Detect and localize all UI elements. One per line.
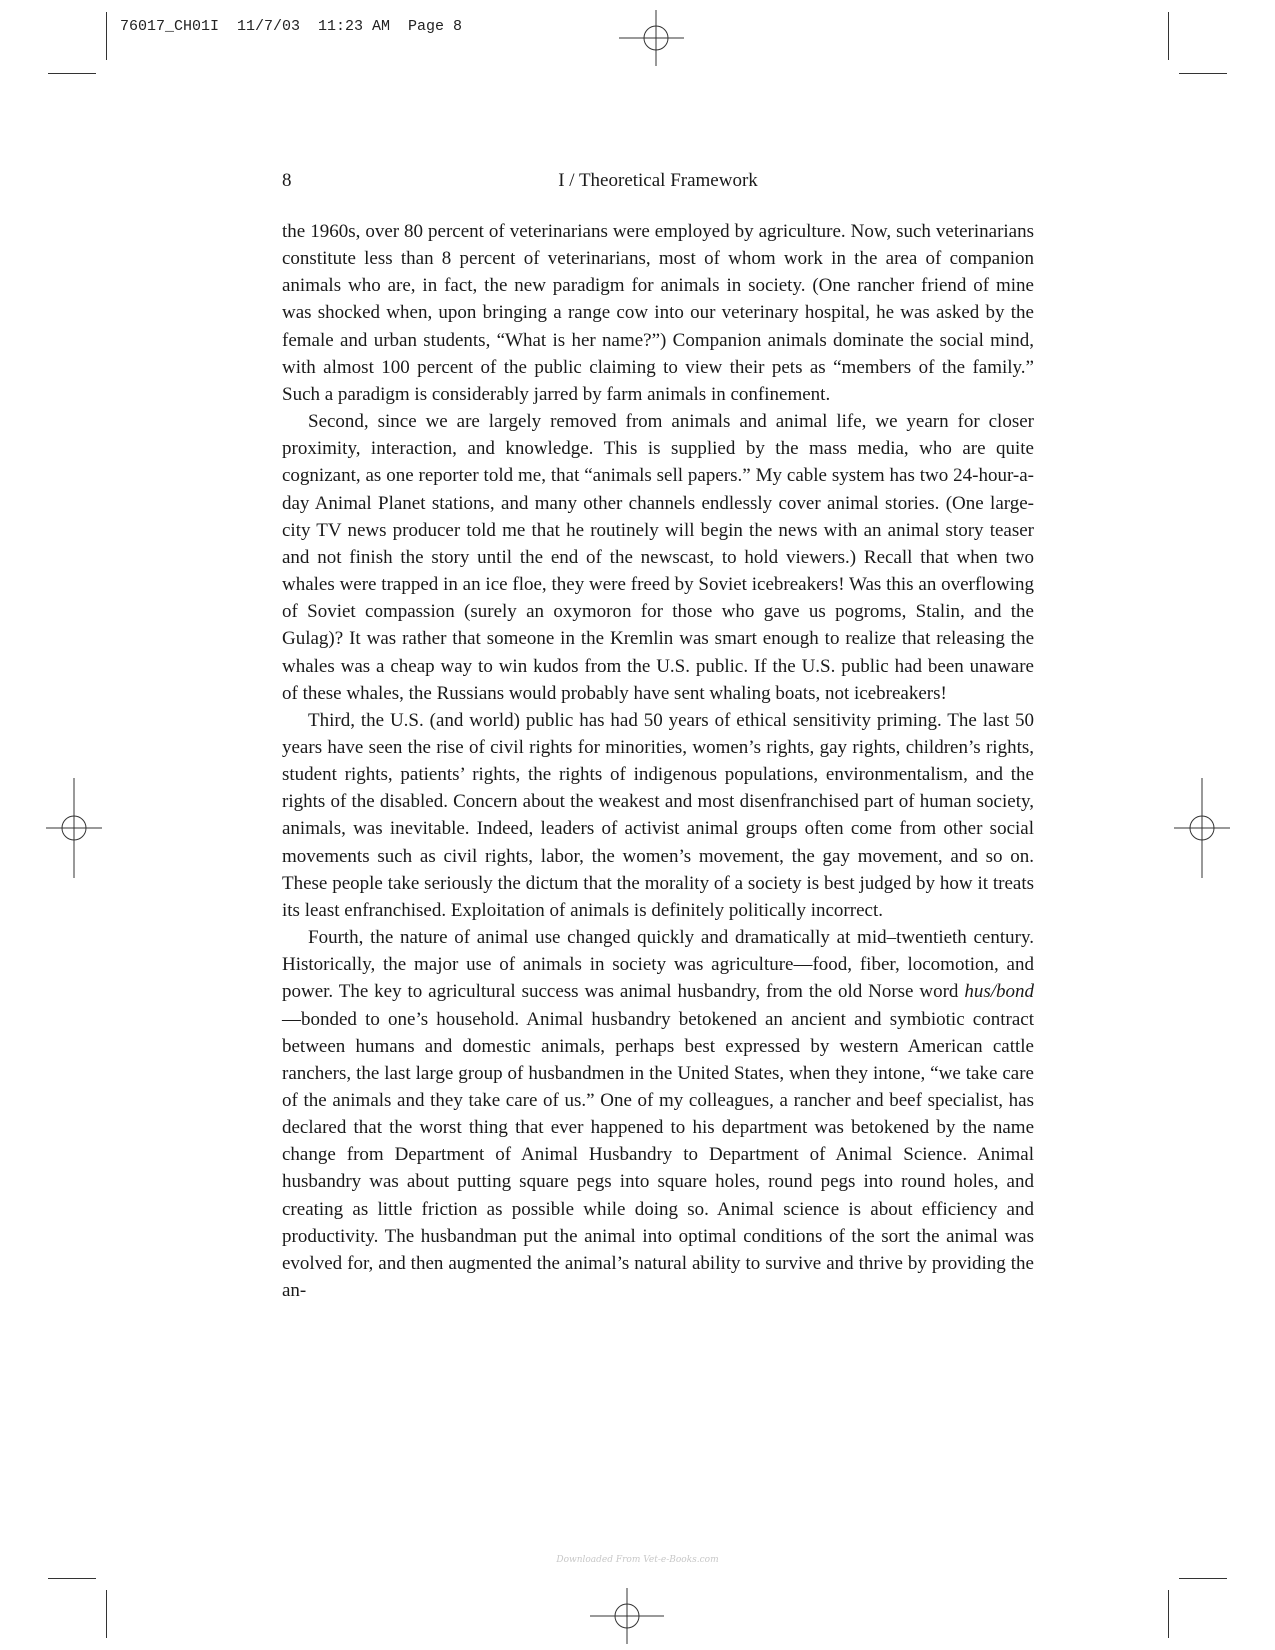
body-text: [282, 218, 1034, 1304]
registration-mark-top-icon: [610, 10, 684, 66]
crop-mark-bottom-right-vertical: [1168, 1590, 1169, 1638]
paragraph-4-italic-term: hus/bond: [964, 981, 1034, 1003]
page-number: 8: [282, 170, 292, 191]
paragraph-4: [282, 924, 1034, 1304]
registration-mark-bottom-icon: [590, 1588, 664, 1644]
registration-mark-right-icon: [1174, 778, 1230, 878]
registration-mark-left-icon: [46, 778, 102, 878]
paragraph-2: Second, since we are largely removed from animals and animal life, we yearn for closer proximity, interaction, and knowledge. This is supplied by the mass media, who are quite cognizant, as one reporter told me, that “animals sell papers.” My cable system has two 24-hour-a-day Animal Planet stations, and many other channels endlessly cover animal stories. (One large-city TV news producer told me that he routinely will begin the news with an animal story teaser and not finish the story until the end of the newscast, to hold viewers.) Recall that when two whales were trapped in an ice floe, they were freed by Soviet icebreakers! Was this an overflowing of Soviet compassion (surely an oxymoron for those who gave us pogroms, Stalin, and the Gulag)? It was rather that someone in the Kremlin was smart enough to realize that releasing the whales was a cheap way to win kudos from the U.S. public. If the U.S. public had been unaware of these whales, the Russians would probably have sent whaling boats, not icebreakers!: [282, 411, 1034, 704]
crop-mark-bottom-left-vertical: [106, 1590, 107, 1638]
crop-mark-top-right-vertical: [1168, 12, 1169, 60]
running-head: [282, 170, 1034, 196]
crop-mark-top-left-vertical: [106, 12, 107, 60]
print-slug: 76017_CH01I 11/7/03 11:23 AM Page 8: [120, 18, 463, 35]
paragraph-4-text-b: —bonded to one’s household. Animal husbandry betokened an ancient and symbiotic contract between humans and domestic animals, perhaps best expressed by western American cattle ranchers, the last large group of husbandmen in the United States, when they intone, “we take care of the animals and they take care of us.” One of my colleagues, a rancher and beef specialist, has declared that the worst thing that ever happened to his department was betokened by the name change from Department of Animal Husbandry to Department of Animal Science. Animal husbandry was about putting square pegs into square holes, round pegs into round holes, and creating as little friction as possible while doing so. Animal science is about efficiency and productivity. The husbandman put the animal into optimal conditions of the sort the animal was evolved for, and then augmented the animal’s natural ability to survive and thrive by providing the an-: [282, 1008, 1034, 1302]
paragraph-3: Third, the U.S. (and world) public has had 50 years of ethical sensitivity priming. The last 50 years have seen the rise of civil rights for minorities, women’s rights, gay rights, children’s rights, student rights, patients’ rights, the rights of indigenous populations, environmentalism, and the rights of the disabled. Concern about the weakest and most disenfranchised part of human society, animals, was inevitable. Indeed, leaders of activist animal groups often come from other social movements such as civil rights, labor, the women’s movement, the gay movement, and so on. These people take seriously the dictum that the morality of a society is best judged by how it treats its least enfranchised. Exploitation of animals is definitely politically incorrect.: [282, 709, 1034, 921]
download-watermark: Downloaded From Vet-e-Books.com: [556, 1555, 719, 1565]
paragraph-4-text-a: Fourth, the nature of animal use changed quickly and dramatically at mid–twentieth century. Historically, the major use of animals in society was agriculture—food, fiber, locomotion, and power. The key to agricultural success was animal husbandry, from the old Norse word: [282, 927, 1034, 1003]
crop-mark-bottom-left-horizontal: [48, 1578, 96, 1579]
crop-mark-bottom-right-horizontal: [1179, 1578, 1227, 1579]
crop-mark-top-left-horizontal: [48, 73, 96, 74]
running-head-title: I / Theoretical Framework: [558, 170, 758, 191]
paragraph-1: the 1960s, over 80 percent of veterinarians were employed by agriculture. Now, such veterinarians constitute less than 8 percent of veterinarians, most of whom work in the area of companion animals who are, in fact, the new paradigm for animals in society. (One rancher friend of mine was shocked when, upon bringing a range cow into our veterinary hospital, he was asked by the female and urban students, “What is her name?”) Companion animals dominate the social mind, with almost 100 percent of the public claiming to view their pets as “members of the family.” Such a paradigm is considerably jarred by farm animals in confinement.: [282, 221, 1034, 405]
crop-mark-top-right-horizontal: [1179, 73, 1227, 74]
